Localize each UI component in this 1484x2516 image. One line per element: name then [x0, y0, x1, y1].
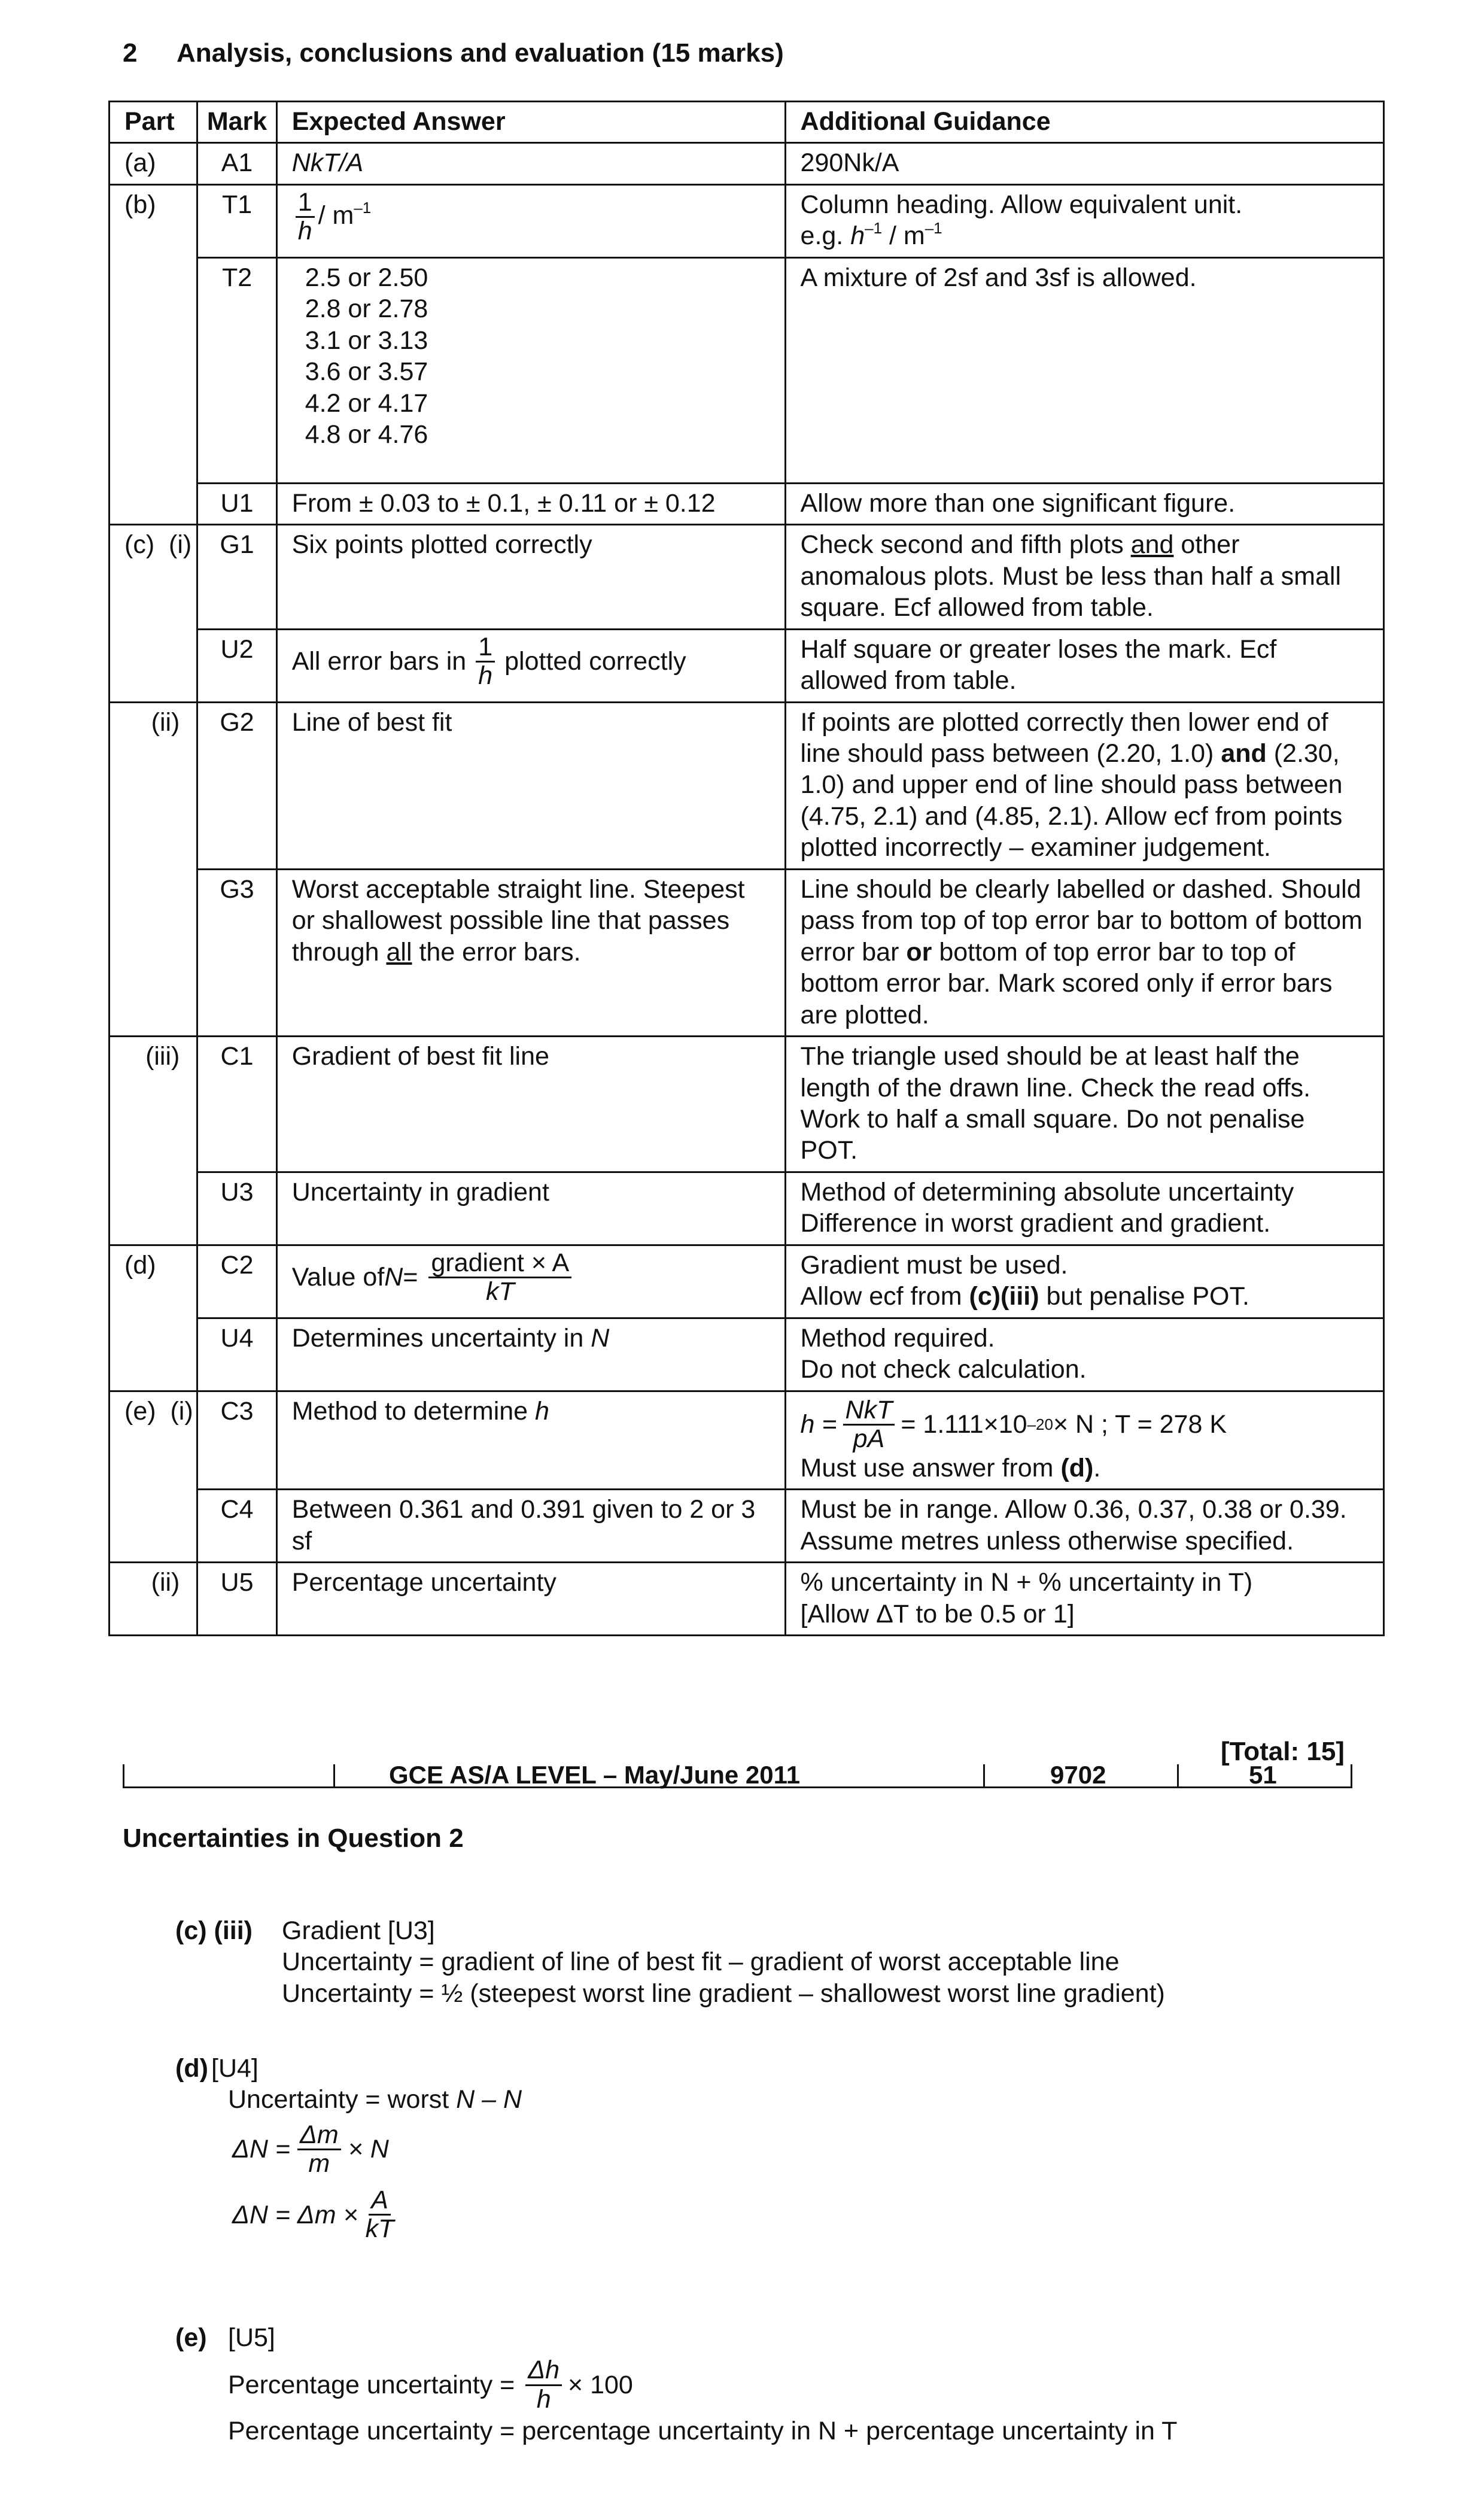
uncertainty-d-equation — [175, 2187, 522, 2242]
guidance-cell: Half square or greater loses the mark. Ecf allowed from table. — [785, 629, 1383, 702]
guidance-cell — [785, 702, 1383, 869]
guidance-cell — [785, 1563, 1383, 1636]
footer-divider — [1177, 1764, 1179, 1788]
table-row — [110, 1245, 1384, 1318]
part-cell: (e) (i) — [110, 1391, 197, 1490]
table-row — [110, 1490, 1384, 1563]
uncertainty-d-symbol: N – N — [456, 2085, 522, 2114]
guidance-text: Line should be clearly labelled or dashed. Should pass from top of top error bar to bottom of bottom error bar — [800, 874, 1363, 967]
answer-line: 4.2 or 4.17 — [305, 388, 428, 418]
footer-divider — [123, 1764, 124, 1788]
question-heading — [123, 37, 784, 69]
footer-divider — [333, 1764, 335, 1788]
table-row — [110, 629, 1384, 702]
uncertainty-c — [175, 1915, 1165, 2009]
fraction — [843, 1397, 895, 1453]
guidance-line: % uncertainty in N + % uncertainty in T) — [800, 1568, 1253, 1597]
guidance-cell: Allow more than one significant figure. — [785, 483, 1383, 524]
fraction-denominator: kT — [365, 2214, 394, 2244]
answer-cell: Between 0.361 and 0.391 given to 2 or 3 sf — [276, 1490, 785, 1563]
table-row — [110, 143, 1384, 184]
table-header-row — [110, 102, 1384, 143]
answer-cell — [276, 629, 785, 702]
mark-scheme-table — [108, 101, 1385, 1636]
guidance-cell: The triangle used should be at least half the length of the drawn line. Check the read offs. Work to half a small square. Do not penalise POT. — [785, 1037, 1383, 1172]
uncertainty-c-line — [175, 1915, 1165, 1946]
answer-cell: Line of best fit — [276, 702, 785, 869]
fraction-numerator: NkT — [843, 1397, 895, 1426]
uncertainty-e-label: (e) — [175, 2323, 207, 2352]
answer-cell — [276, 1245, 785, 1318]
uncertainty-c-label: (c) (iii) — [175, 1916, 253, 1945]
guidance-emphasis: (c)(iii) — [969, 1282, 1039, 1311]
fraction-numerator: Δm — [297, 2122, 341, 2150]
guidance-line: Column heading. Allow equivalent unit. — [800, 190, 1243, 219]
table-row — [110, 1563, 1384, 1636]
guidance-text: × N ; T = 278 K — [1053, 1410, 1227, 1439]
guidance-emphasis: (d) — [1060, 1453, 1094, 1482]
mark-cell: U4 — [197, 1318, 276, 1391]
guidance-cell — [785, 1391, 1383, 1490]
part-cell — [110, 483, 197, 524]
answer-cell — [276, 257, 785, 483]
answer-line: 2.8 or 2.78 — [305, 294, 428, 324]
mark-cell: C3 — [197, 1391, 276, 1490]
mark-cell: G2 — [197, 702, 276, 869]
uncertainty-c-text: Uncertainty = gradient of line of best fit – gradient of worst acceptable line — [282, 1947, 1120, 1977]
mark-cell: G3 — [197, 869, 276, 1036]
fraction-numerator: Δh — [525, 2357, 562, 2386]
guidance-text: If points are plotted correctly then lower end of line should pass between (2.20, 1.0) — [800, 707, 1328, 768]
part-cell — [110, 1490, 197, 1563]
fraction-numerator: 1 — [296, 189, 315, 218]
fraction-denominator: h — [536, 2384, 551, 2414]
uncertainties-title: Uncertainties in Question 2 — [123, 1824, 464, 1853]
guidance-line — [801, 1453, 1369, 1484]
mark-cell: C2 — [197, 1245, 276, 1318]
answer-line: 3.6 or 3.57 — [305, 357, 428, 387]
guidance-line: Method required. — [800, 1323, 995, 1353]
part-cell: (iii) — [110, 1037, 197, 1172]
answer-text: All error bars in — [291, 647, 467, 676]
table-row — [110, 869, 1384, 1036]
uncertainty-d-label: (d) — [175, 2054, 208, 2083]
part-cell: (a) — [110, 143, 197, 184]
guidance-cell — [785, 525, 1383, 629]
part-cell: (ii) — [110, 1563, 197, 1636]
table-row — [110, 1172, 1384, 1245]
guidance-text: Must use answer from — [800, 1453, 1061, 1482]
answer-line: 3.1 or 3.13 — [305, 326, 428, 355]
uncertainty-c-text: Uncertainty = ½ (steepest worst line gradient – shallowest worst line gradient) — [282, 1979, 1165, 2008]
table-row — [110, 525, 1384, 629]
uncertainty-d-tag: [U4] — [211, 2054, 259, 2083]
answer-text: Determines uncertainty in — [291, 1323, 591, 1353]
answer-text: the error bars. — [412, 937, 581, 967]
footer-exam: GCE AS/A LEVEL – May/June 2011 — [389, 1761, 801, 1789]
answer-text: plotted correctly — [504, 647, 686, 676]
equation-lhs: ΔN = Δm × — [232, 2200, 358, 2229]
guidance-symbol: h = — [800, 1410, 837, 1439]
fraction-denominator: m — [308, 2149, 330, 2178]
mark-cell: U2 — [197, 629, 276, 702]
header-part: Part — [110, 102, 197, 143]
guidance-emphasis: and — [1221, 739, 1267, 768]
footer-divider — [1351, 1764, 1352, 1788]
answer-line: 2.5 or 2.50 — [305, 263, 428, 292]
mark-cell: C4 — [197, 1490, 276, 1563]
uncertainty-d-text: Uncertainty = worst — [228, 2085, 457, 2114]
guidance-text: (2.30, 1.0) and upper end of line should pass between (4.75, 2.1) and (4.85, 2.1). Allow ecf from points plotted incorrectly – examiner judgement. — [800, 739, 1343, 862]
equation-lhs: ΔN = — [232, 2135, 290, 2164]
mark-cell: A1 — [197, 143, 276, 184]
total-marks: [Total: 15] — [1221, 1737, 1345, 1766]
fraction — [525, 2357, 562, 2412]
mark-cell: T1 — [197, 184, 276, 257]
header-mark: Mark — [197, 102, 276, 143]
part-cell: (b) — [110, 184, 197, 257]
mark-cell: U1 — [197, 483, 276, 524]
guidance-line: Assume metres unless otherwise specified. — [800, 1526, 1294, 1555]
guidance-cell — [785, 869, 1383, 1036]
guidance-line: Method of determining absolute uncertainty — [800, 1177, 1294, 1207]
table-row — [110, 1391, 1384, 1490]
answer-text: Worst acceptable straight line. Steepest or shallowest possible line that passes through — [291, 874, 745, 967]
fraction — [297, 2122, 341, 2177]
guidance-cell: A mixture of 2sf and 3sf is allowed. — [785, 257, 1383, 483]
answer-text: Method to determine — [291, 1396, 536, 1426]
guidance-text: other anomalous plots. Must be less than half a small square. Ecf allowed from table. — [800, 530, 1341, 622]
answer-cell: Six points plotted correctly — [276, 525, 785, 629]
question-number: 2 — [123, 38, 138, 68]
guidance-line: Must be in range. Allow 0.36, 0.37, 0.38 or 0.39. — [800, 1495, 1347, 1524]
unit-exponent: –1 — [354, 198, 372, 217]
answer-cell: Gradient of best fit line — [276, 1037, 785, 1172]
uncertainty-e-tag: [U5] — [228, 2323, 275, 2352]
answer-symbol: h — [535, 1396, 549, 1426]
part-cell — [110, 629, 197, 702]
guidance-equation: h = $\frac{\text{NkT}}{pA}$ = 1.111×10 –20 × N ; T = 278 K — [800, 1395, 1227, 1453]
answer-symbol: N — [591, 1323, 610, 1353]
fraction-denominator: pA — [853, 1424, 885, 1453]
answer-emphasis: all — [386, 937, 412, 967]
part-cell — [110, 869, 197, 1036]
table-row — [110, 184, 1384, 257]
mark-cell: G1 — [197, 525, 276, 629]
guidance-text: but penalise POT. — [1039, 1282, 1249, 1311]
answer-line: 4.8 or 4.76 — [305, 420, 428, 449]
table-row — [110, 257, 1384, 483]
fraction — [296, 189, 315, 245]
header-guidance: Additional Guidance — [785, 102, 1383, 143]
part-cell — [110, 257, 197, 483]
guidance-emphasis: and — [1130, 530, 1174, 560]
fraction — [476, 634, 495, 689]
guidance-line — [801, 1281, 1369, 1312]
guidance-text: Allow ecf from — [800, 1282, 969, 1311]
answer-cell: NkT/A — [276, 143, 785, 184]
guidance-cell — [785, 1172, 1383, 1245]
mark-cell: U3 — [197, 1172, 276, 1245]
unit-text: / m — [318, 200, 354, 230]
guidance-line: Gradient must be used. — [800, 1250, 1068, 1280]
fraction-denominator: kT — [485, 1277, 515, 1306]
guidance-symbol: h — [850, 221, 865, 251]
guidance-emphasis: or — [906, 937, 932, 967]
part-cell: (c) (i) — [110, 525, 197, 629]
guidance-text: . — [1093, 1453, 1101, 1482]
guidance-exponent: –1 — [865, 219, 883, 238]
table-row — [110, 1037, 1384, 1172]
footer-paper: 51 — [1249, 1761, 1277, 1789]
guidance-cell: 290Nk/A — [785, 143, 1383, 184]
fraction — [428, 1250, 571, 1305]
fraction-denominator: h — [478, 661, 493, 690]
guidance-text: / m — [882, 221, 925, 251]
answer-text: = — [403, 1263, 418, 1292]
uncertainty-e-line — [175, 2322, 1177, 2353]
guidance-text: Check second and fifth plots — [800, 530, 1131, 560]
uncertainty-d-equation — [175, 2122, 522, 2177]
page-footer — [123, 1760, 1352, 1788]
answer-cell: Uncertainty in gradient — [276, 1172, 785, 1245]
uncertainty-e-equation — [175, 2357, 1177, 2412]
answer-cell — [276, 184, 785, 257]
part-cell: (d) — [110, 1245, 197, 1318]
guidance-cell — [785, 184, 1383, 257]
answer-cell: From ± 0.03 to ± 0.1, ± 0.11 or ± 0.12 — [276, 483, 785, 524]
table-row — [110, 483, 1384, 524]
fraction — [363, 2187, 397, 2242]
guidance-cell — [785, 1318, 1383, 1391]
answer-cell — [276, 1318, 785, 1391]
part-cell — [110, 1172, 197, 1245]
guidance-text: e.g. — [800, 221, 851, 251]
mark-cell: U5 — [197, 1563, 276, 1636]
guidance-text: bottom of top error bar to top of bottom error bar. Mark scored only if error bars are plotted. — [800, 937, 1333, 1029]
fraction-numerator: 1 — [476, 634, 495, 663]
footer-divider — [983, 1764, 985, 1788]
fraction-numerator: A — [369, 2187, 391, 2216]
guidance-line: [Allow ΔT to be 0.5 or 1] — [800, 1599, 1075, 1628]
mark-cell: T2 — [197, 257, 276, 483]
fraction-numerator: gradient × A — [428, 1250, 571, 1278]
answer-cell — [276, 1391, 785, 1490]
footer-syllabus: 9702 — [1050, 1761, 1106, 1789]
part-cell: (ii) — [110, 702, 197, 869]
header-answer: Expected Answer — [276, 102, 785, 143]
answer-equation — [292, 634, 770, 689]
answer-symbol: N — [384, 1263, 403, 1292]
fraction-denominator: h — [297, 217, 312, 246]
mark-cell: C1 — [197, 1037, 276, 1172]
uncertainty-d-line — [175, 2084, 522, 2115]
equation-rhs: × N — [348, 2135, 389, 2164]
part-cell — [110, 1318, 197, 1391]
answer-cell: Percentage uncertainty — [276, 1563, 785, 1636]
guidance-cell — [785, 1490, 1383, 1563]
equation-lhs: Percentage uncertainty = — [228, 2370, 515, 2399]
guidance-cell — [785, 1245, 1383, 1318]
question-title: Analysis, conclusions and evaluation (15 marks) — [177, 38, 784, 68]
answer-equation — [292, 1250, 770, 1305]
uncertainty-c-text: Gradient [U3] — [282, 1916, 435, 1945]
uncertainty-e — [175, 2322, 1177, 2447]
table-row — [110, 702, 1384, 869]
uncertainty-e-text: Percentage uncertainty = percentage uncertainty in N + percentage uncertainty in T — [228, 2416, 1178, 2445]
answer-cell — [276, 869, 785, 1036]
guidance-line: Do not check calculation. — [800, 1355, 1087, 1384]
guidance-line: Difference in worst gradient and gradient. — [800, 1209, 1271, 1238]
uncertainty-d — [175, 2053, 522, 2242]
equation-rhs: × 100 — [568, 2370, 633, 2399]
uncertainty-d-line — [175, 2053, 522, 2084]
guidance-line — [801, 220, 1369, 251]
guidance-text: = 1.111×10 — [901, 1410, 1027, 1439]
answer-text: Value of — [291, 1263, 385, 1292]
table-row — [110, 1318, 1384, 1391]
guidance-exponent: –1 — [925, 219, 942, 238]
